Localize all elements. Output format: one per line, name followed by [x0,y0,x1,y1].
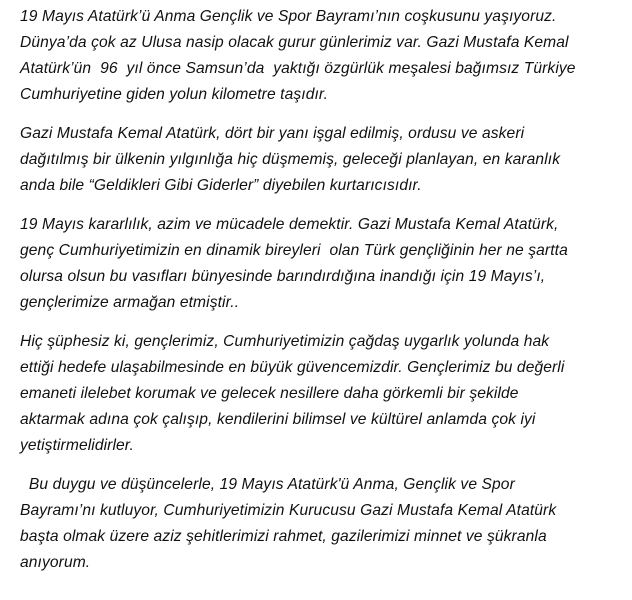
text-line: gençlerimize armağan etmiştir.. [20,294,240,311]
text-line: dağıtılmış bir ülkenin yılgınlığa hiç düşmemiş, geleceği planlayan, en karanlık [20,151,561,168]
paragraph-4 [20,329,620,459]
paragraph-2 [20,121,620,199]
text-line: emaneti ilelebet korumak ve gelecek nesillere daha görkemli bir şekilde [20,385,519,402]
text-line: genç Cumhuriyetimizin en dinamik bireyleri olan Türk gençliğinin her ne şartta [20,242,568,259]
paragraph-5 [20,472,620,576]
text-line: yetiştirmelidirler. [20,437,134,454]
text-line: Cumhuriyetine giden yolun kilometre taşıdır. [20,86,329,103]
text-line: Hiç şüphesiz ki, gençlerimiz, Cumhuriyetimizin çağdaş uygarlık yolunda hak [20,333,550,350]
text-line: Gazi Mustafa Kemal Atatürk, dört bir yanı işgal edilmiş, ordusu ve askeri [20,125,525,142]
text-line: anda bile “Geldikleri Gibi Giderler” diyebilen kurtarıcısıdır. [20,177,422,194]
text-line: Atatürk’ün 96 yıl önce Samsun’da yaktığı özgürlük meşalesi bağımsız Türkiye [20,60,576,77]
paragraph-1 [20,4,620,108]
text-line: anıyorum. [20,554,91,571]
document-body [20,4,620,589]
text-line: başta olmak üzere aziz şehitlerimizi rahmet, gazilerimizi minnet ve şükranla [20,528,547,545]
text-line: Bayramı’nı kutluyor, Cumhuriyetimizin Kurucusu Gazi Mustafa Kemal Atatürk [20,502,557,519]
text-line: Bu duygu ve düşüncelerle, 19 Mayıs Atatürk'ü Anma, Gençlik ve Spor [20,476,515,493]
text-line: aktarmak adına çok çalışıp, kendilerini bilimsel ve kültürel anlamda çok iyi [20,411,536,428]
text-line: ettiği hedefe ulaşabilmesinde en büyük güvencemizdir. Gençlerimiz bu değerli [20,359,565,376]
text-line: 19 Mayıs kararlılık, azim ve mücadele demektir. Gazi Mustafa Kemal Atatürk, [20,216,559,233]
text-line: Dünya’da çok az Ulusa nasip olacak gurur günlerimiz var. Gazi Mustafa Kemal [20,34,569,51]
paragraph-3 [20,212,620,316]
text-line: olursa olsun bu vasıfları bünyesinde barındırdığına inandığı için 19 Mayıs’ı, [20,268,546,285]
text-line: 19 Mayıs Atatürk’ü Anma Gençlik ve Spor Bayramı’nın coşkusunu yaşıyoruz. [20,8,557,25]
